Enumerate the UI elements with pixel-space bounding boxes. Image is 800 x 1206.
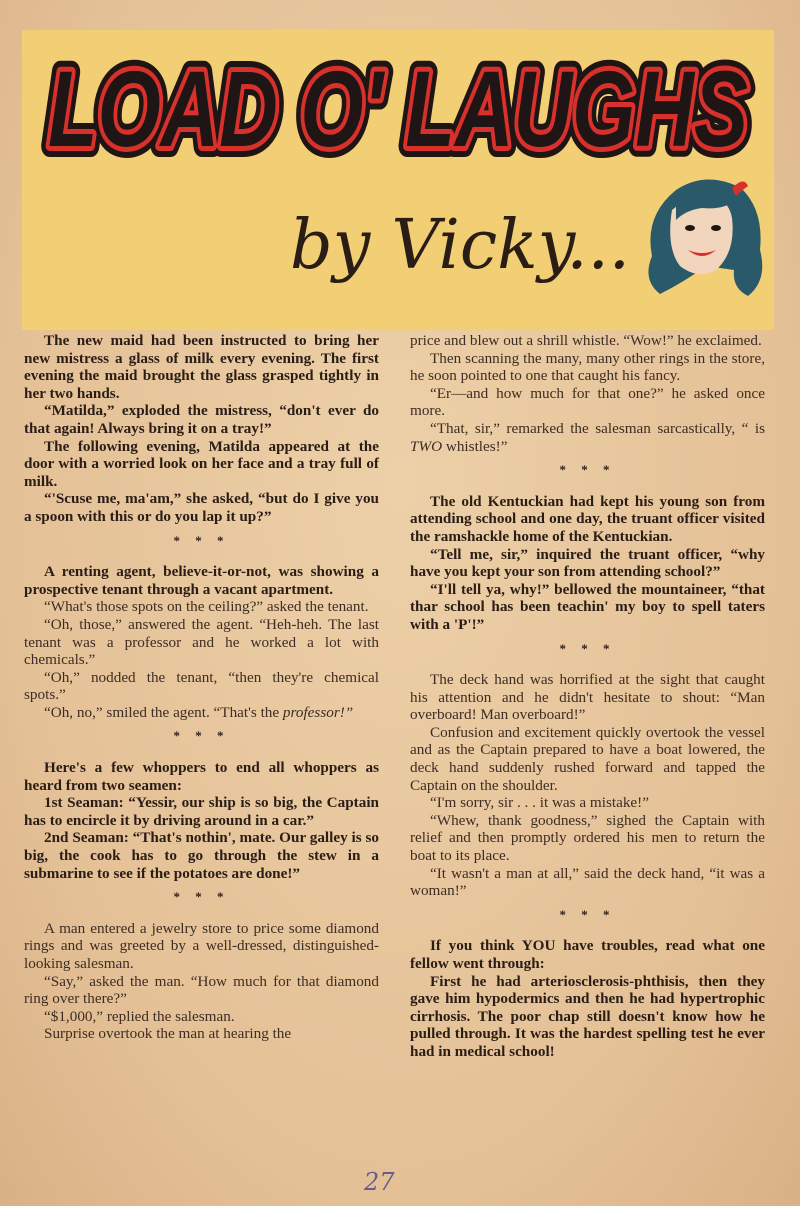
punchline-emphasis: professor!” [282, 703, 354, 721]
joke-paragraph: price and blew out a shrill whistle. “Wow!” he exclaimed. [410, 332, 762, 349]
joke-paragraph: “I'll tell ya, why!” bellowed the mountaineer, “that thar school has been teachin' my boy to spell taters with a 'P'!” [410, 580, 765, 633]
separator-stars: * * * [173, 728, 230, 744]
joke-paragraph: “Matilda,” exploded the mistress, “don't ever do that again! Always bring it on a tray!” [24, 402, 379, 437]
joke-paragraph: A renting agent, believe-it-or-not, was showing a prospective tenant through a vacant apartment. [24, 563, 379, 598]
joke-paragraph: The following evening, Matilda appeared at the door with a worried look on her face and a tray full of milk. [24, 437, 379, 490]
title-shadow: LOAD O' LAUGHS [48, 48, 748, 169]
joke-paragraph: “Whew, thank goodness,” sighed the Captain with relief and then promptly ordered his men to return the boat to its place. [410, 811, 765, 865]
joke-paragraph: “I'm sorry, sir . . . it was a mistake!” [430, 794, 649, 812]
separator-stars: * * * [559, 462, 616, 478]
joke-paragraph: Confusion and excitement quickly overtook the vessel and as the Captain prepared to have a boat lowered, the deck hand suddenly rushed forward and tapped the Captain on the shoulder. [410, 723, 765, 794]
joke-paragraph: “It wasn't a man at all,” said the deck hand, “it was a woman!” [410, 864, 765, 900]
byline [290, 178, 640, 308]
joke-paragraph: Then scanning the many, many other rings in the store, he soon pointed to one that caught his fancy. [410, 349, 765, 385]
joke-paragraph: 2nd Seaman: “That's nothin', mate. Our galley is so big, the cook has to go through the stew in a submarine to see if the potatoes are done!” [24, 829, 379, 882]
joke-paragraph: Here's a few whoppers to end all whoppers as heard from two seamen: [24, 759, 379, 794]
left-column [24, 332, 379, 1043]
separator-stars: * * * [173, 532, 230, 548]
separator-stars: * * * [559, 640, 616, 656]
joke-paragraph: The deck hand was horrified at the sight that caught his attention and he didn't hesitate to shout: “Man overboard! Man overboard!” [410, 671, 765, 724]
joke-paragraph: “$1,000,” replied the salesman. [44, 1007, 235, 1025]
joke-paragraph [24, 704, 379, 722]
vicky-portrait [636, 170, 772, 308]
joke-paragraph: “Tell me, sir,” inquired the truant officer, “why have you kept your son from attending school?” [410, 545, 765, 581]
joke-paragraph: “Oh,” nodded the tenant, “then they're chemical spots.” [24, 668, 379, 704]
joke-paragraph: The new maid had been instructed to bring her new mistress a glass of milk every evening. The first evening the maid brought the glass grasped tightly in her two hands. [24, 332, 379, 402]
punchline-tail: whistles!” [442, 437, 508, 455]
title-outline: LOAD O' LAUGHS [48, 48, 748, 169]
punchline-emphasis: TWO [410, 437, 443, 455]
joke-paragraph: “What's those spots on the ceiling?” asked the tenant. [44, 598, 369, 616]
punchline-lead: “Oh, no,” smiled the agent. “That's the [44, 703, 283, 721]
joke-paragraph: 1st Seaman: “Yessir, our ship is so big, the Captain has to encircle it by driving around in a car.” [24, 794, 379, 829]
joke-paragraph [410, 420, 765, 455]
joke-paragraph: “'Scuse me, ma'am,” she asked, “but do I give you a spoon with this or do you lap it up?” [24, 490, 379, 525]
separator-stars: * * * [173, 889, 230, 905]
joke-paragraph: “Say,” asked the man. “How much for that diamond ring over there?” [24, 972, 379, 1008]
joke-paragraph: If you think YOU have troubles, read what one fellow went through: [410, 937, 765, 972]
joke-paragraph: A man entered a jewelry store to price some diamond rings and was greeted by a well-dressed, distinguished-looking salesman. [24, 919, 379, 972]
joke-paragraph: The old Kentuckian had kept his young son from attending school and one day, the truant officer visited the ramshackle home of the Kentuckian. [410, 492, 765, 545]
joke-paragraph: First he had arteriosclerosis-phthisis, then they gave him hypodermics and then he had hypertrophic cirrhosis. The poor chap still doesn't know how he pulled through. It was the hardest spelling test he ever had in medical school! [410, 972, 765, 1060]
separator-stars: * * * [559, 906, 616, 922]
byline-text: by Vicky... [290, 206, 630, 285]
title-text: LOAD O' LAUGHS [48, 48, 748, 169]
joke-paragraph: Surprise overtook the man at hearing the [44, 1025, 292, 1043]
punchline-lead: “That, sir,” remarked the salesman sarcastically, “ is [430, 419, 765, 437]
right-column [410, 332, 765, 1061]
joke-paragraph: “Er—and how much for that one?” he asked once more. [410, 384, 765, 420]
joke-paragraph: “Oh, those,” answered the agent. “Heh-heh. The last tenant was a professor and he worked a lot with chemicals.” [24, 615, 379, 669]
page-number: 27 [364, 1168, 395, 1196]
